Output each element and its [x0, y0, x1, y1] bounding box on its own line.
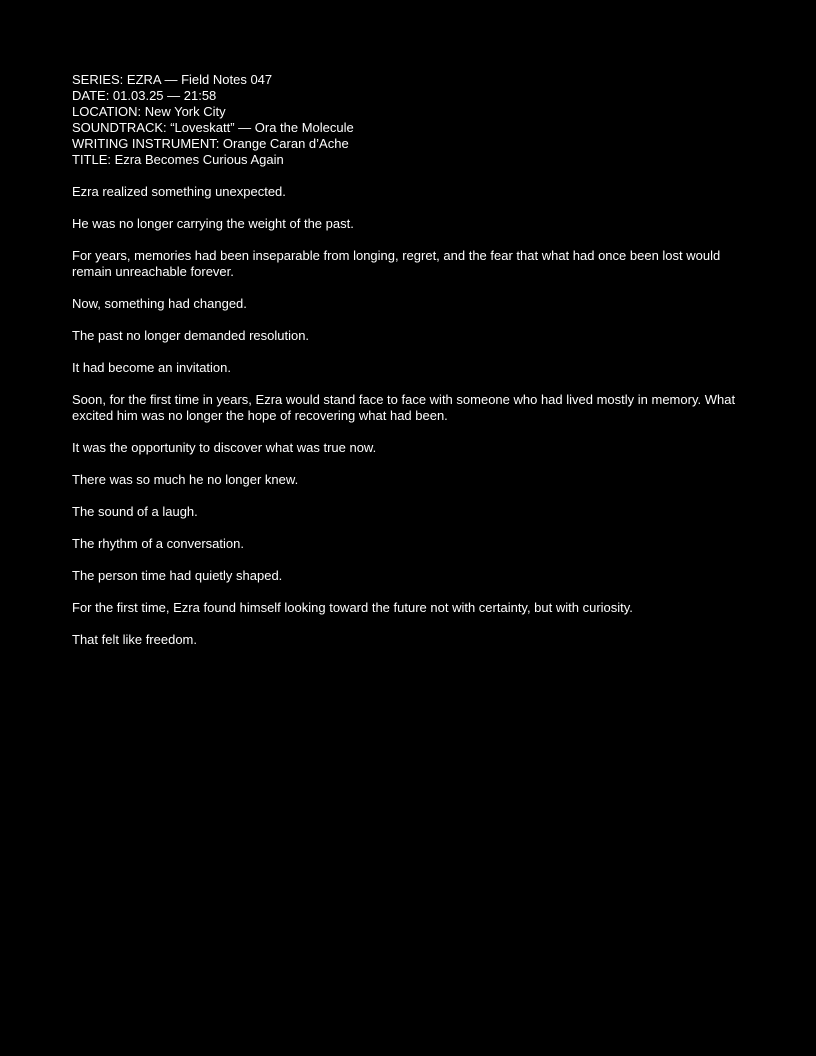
writing-instrument-line: WRITING INSTRUMENT: Orange Caran d’Ache: [72, 136, 349, 151]
note-header: [72, 72, 744, 168]
paragraph: The past no longer demanded resolution.: [72, 328, 310, 343]
date-line: DATE: 01.03.25 — 21:58: [72, 88, 217, 103]
location-line: LOCATION: New York City: [72, 104, 226, 119]
series-line: SERIES: EZRA — Field Notes 047: [72, 72, 273, 87]
soundtrack-line: SOUNDTRACK: “Loveskatt” — Ora the Molecule: [72, 120, 354, 135]
note-body: [72, 184, 744, 648]
document-page: [72, 72, 744, 664]
paragraph: It had become an invitation.: [72, 360, 231, 375]
paragraph: The rhythm of a conversation.: [72, 536, 244, 551]
paragraph: It was the opportunity to discover what was true now.: [72, 440, 377, 455]
paragraph: For the first time, Ezra found himself looking toward the future not with certainty, but with curiosity.: [72, 600, 633, 615]
paragraph: Ezra realized something unexpected.: [72, 184, 286, 199]
title-line: TITLE: Ezra Becomes Curious Again: [72, 152, 284, 167]
paragraph: The person time had quietly shaped.: [72, 568, 283, 583]
paragraph: He was no longer carrying the weight of the past.: [72, 216, 354, 231]
paragraph: Now, something had changed.: [72, 296, 247, 311]
paragraph: The sound of a laugh.: [72, 504, 198, 519]
paragraph: Soon, for the first time in years, Ezra would stand face to face with someone who had lived mostly in memory. What excited him was no longer the hope of recovering what had been.: [72, 392, 736, 423]
paragraph: That felt like freedom.: [72, 632, 197, 647]
paragraph: For years, memories had been inseparable from longing, regret, and the fear that what had once been lost would remain unreachable forever.: [72, 248, 721, 279]
paragraph: There was so much he no longer knew.: [72, 472, 299, 487]
